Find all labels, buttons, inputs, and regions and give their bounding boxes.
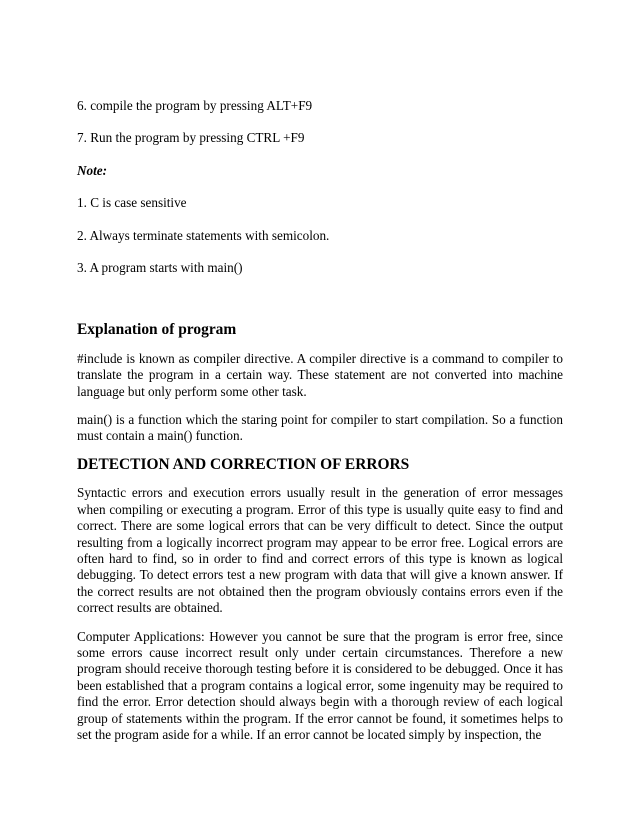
step-6: 6. compile the program by pressing ALT+F9 [77,98,313,113]
detection-paragraph-1: Syntactic errors and execution errors usually result in the generation of error messages when compiling or executing a program. Error of this type is usually quite easy to find and correct. There are some logical errors that can be very difficult to detect. Since the output resulting from a logically incorrect program may appear to be error free. Logical errors are often hard to find, so in order to find and correct errors of this type is known as logical debugging. To detect errors test a new program with data that will give a known answer. If the correct results are not obtained then the program obviously contains errors even if the correct results are obtained. [77,485,563,616]
detection-heading: DETECTION AND CORRECTION OF ERRORS [77,455,410,473]
note-item-1: 1. C is case sensitive [77,195,187,211]
note-item-3: 3. A program starts with main() [77,260,243,276]
note-label: Note: [77,162,108,178]
explanation-heading: Explanation of program [77,321,237,339]
explanation-paragraph-2: main() is a function which the staring point for compiler to start compilation. So a function must contain a main() function. [77,412,563,444]
step-7: 7. Run the program by pressing CTRL +F9 [77,130,305,146]
note-item-2: 2. Always terminate statements with semicolon. [77,227,330,243]
explanation-paragraph-1: #include is known as compiler directive. A compiler directive is a command to compiler to translate the program in a certain way. These statement are not converted into machine language but only perform some other task. [77,350,563,399]
document-page [77,98,563,743]
detection-paragraph-2: Computer Applications: However you cannot be sure that the program is error free, since some errors cause incorrect result only under certain circumstances. Therefore a new program should receive thorough testing before it is considered to be debugged. Once it has been established that a program contains a logical error, some ingenuity may be required to find the error. Error detection should always begin with a thorough review of each logical group of statements within the program. If the error cannot be found, it sometimes helps to set the program aside for a while. If an error cannot be located simply by inspection, the [77,628,563,742]
